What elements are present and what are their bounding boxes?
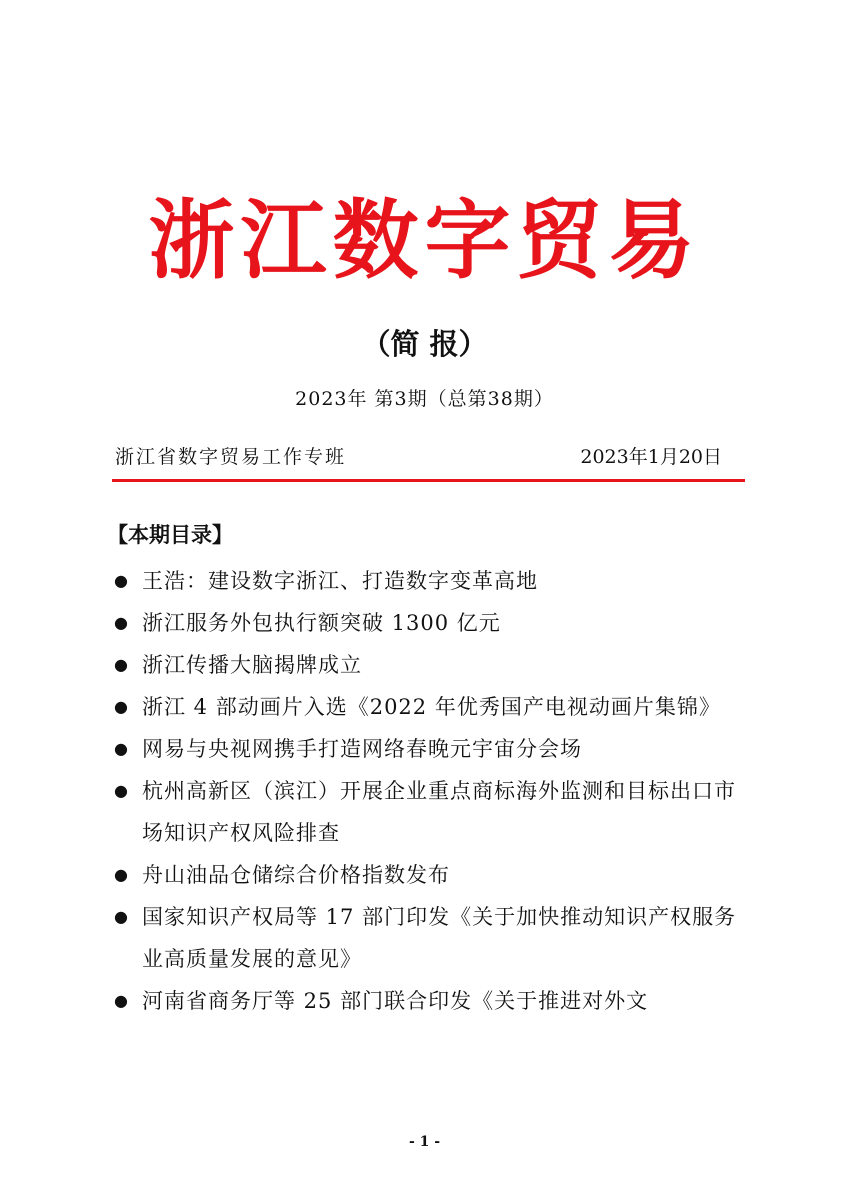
toc-item-text: 王浩：建设数字浙江、打造数字变革高地 [142,569,538,593]
bullet-icon: ● [114,613,129,632]
toc-item-text: 舟山油品仓储综合价格指数发布 [142,863,450,887]
issuing-organization: 浙江省数字贸易工作专班 [115,446,347,468]
toc-item [110,602,750,644]
toc-item-text: 浙江传播大脑揭牌成立 [142,653,362,677]
bullet-icon: ● [114,991,129,1010]
bullet-icon: ● [114,655,129,674]
publication-subtitle: （简 报） [361,327,488,361]
publication-title: 浙江数字贸易 [148,190,701,291]
page-number: - 1 - [408,1134,441,1150]
toc-item [110,686,750,728]
toc-item [110,644,750,686]
issue-number: 2023年 第3期（总第38期） [295,388,554,410]
toc-item-text: 国家知识产权局等 17 部门印发《关于加快推动知识产权服务业高质量发展的意见》 [142,905,737,971]
bullet-icon: ● [114,907,129,926]
toc-item-text: 网易与央视网携手打造网络春晚元宇宙分会场 [142,737,582,761]
toc-item [110,980,750,1022]
toc-list [110,560,750,1022]
bullet-icon: ● [114,739,129,758]
bullet-icon: ● [114,865,129,884]
toc-item [110,770,750,854]
toc-item-text: 浙江服务外包执行额突破 1300 亿元 [142,611,501,635]
bullet-icon: ● [114,571,129,590]
toc-item [110,854,750,896]
toc-item [110,728,750,770]
toc-heading: 【本期目录】 [107,523,233,547]
issue-date: 2023年1月20日 [580,446,722,468]
header-divider [112,479,745,482]
bullet-icon: ● [114,697,129,716]
bullet-icon: ● [114,781,129,800]
toc-item-text: 浙江 4 部动画片入选《2022 年优秀国产电视动画片集锦》 [142,695,721,719]
toc-item-text: 杭州高新区（滨江）开展企业重点商标海外监测和目标出口市场知识产权风险排查 [142,779,736,845]
toc-item-text: 河南省商务厅等 25 部门联合印发《关于推进对外文 [142,989,649,1013]
toc-item [110,896,750,980]
toc-item [110,560,750,602]
